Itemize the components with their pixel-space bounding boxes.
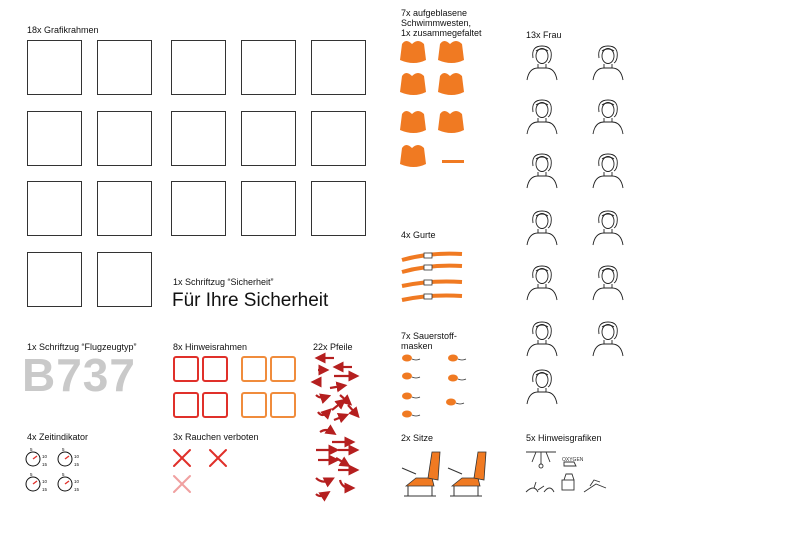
sitze-label: 2x Sitze (401, 433, 434, 443)
hinweisrahmen-orange (270, 356, 296, 382)
pfeile-label: 22x Pfeile (313, 342, 353, 352)
woman-icon (590, 264, 626, 304)
timer-tick-label: 15 (42, 487, 48, 492)
hinweisrahmen-red (202, 356, 228, 382)
grafikrahmen-frame (97, 181, 152, 236)
grafikrahmen-frame (311, 111, 366, 166)
grafikrahmen-frame (97, 111, 152, 166)
floor-lights-icon (526, 482, 554, 492)
arrow-icon (320, 430, 332, 432)
oxygen-mask-icon (402, 393, 420, 400)
woman-icon (524, 209, 560, 249)
arrow-icon (316, 494, 326, 496)
hinweisrahmen-red (202, 392, 228, 418)
grafikrahmen-frame (171, 111, 226, 166)
grafikrahmen-frame (171, 40, 226, 95)
timer-tick-label: 15 (74, 462, 80, 467)
schriftzug-flugzeugtyp-label: 1x Schriftzug “Flugzeugtyp” (27, 342, 137, 352)
grafikrahmen-frame (27, 111, 82, 166)
timer-tick-label: 10 (74, 454, 80, 459)
woman-icon (524, 98, 560, 138)
hint-graphics-group (524, 448, 614, 498)
arrow-icon (340, 395, 348, 402)
arrow-icon (332, 402, 342, 410)
rauchen-label: 3x Rauchen verboten (173, 432, 259, 442)
timer-tick-label: 5 (62, 472, 65, 477)
arrow-icon (348, 405, 356, 414)
woman-icon (590, 209, 626, 249)
hinweisrahmen-red (173, 392, 199, 418)
arrow-icon (334, 416, 344, 420)
woman-icon (590, 98, 626, 138)
grafikrahmen-frame (97, 252, 152, 307)
grafikrahmen-frame (311, 40, 366, 95)
seat-belt-icon (402, 253, 462, 260)
timer-icon (25, 447, 51, 469)
oxygen-mask-icon (402, 355, 420, 362)
timer-tick-label: 10 (74, 479, 80, 484)
grafikrahmen-frame (241, 40, 296, 95)
oxygen-mask-icon (446, 399, 464, 406)
arrow-icon (336, 458, 346, 464)
seat-icon (402, 452, 440, 496)
oxygen-mask-icon (402, 373, 420, 380)
woman-icon (524, 264, 560, 304)
timer-tick-label: 15 (74, 487, 80, 492)
timer-tick-label: 5 (62, 447, 65, 452)
life-vest-icon (400, 73, 426, 95)
arrow-icon (316, 478, 330, 482)
woman-icon (590, 320, 626, 360)
grafikrahmen-frame (241, 181, 296, 236)
life-vest-icon (438, 111, 464, 133)
arrow-icon (316, 395, 326, 398)
grafikrahmen-frame (27, 181, 82, 236)
grafikrahmen-frame (27, 252, 82, 307)
grafikrahmen-frame (27, 40, 82, 95)
arrow-icon (318, 412, 328, 415)
grafikrahmen-label: 18x Grafikrahmen (27, 25, 99, 35)
timer-icon (57, 447, 83, 469)
folded-life-vest-icon (442, 160, 464, 163)
life-vest-icon (438, 73, 464, 95)
hinweisrahmen-orange (241, 356, 267, 382)
seat-group (398, 446, 498, 501)
schriftzug-sicherheit-label: 1x Schriftzug “Sicherheit” (173, 277, 274, 287)
hinweisrahmen-orange (241, 392, 267, 418)
aircraft-type-text: B737 (22, 349, 136, 401)
woman-icon (590, 152, 626, 192)
grafikrahmen-frame (171, 181, 226, 236)
gurte-label: 4x Gurte (401, 230, 436, 240)
timer-icon (25, 472, 51, 494)
arrow-icon (330, 386, 342, 388)
sauerstoff-label: 7x Sauerstoff- masken (401, 331, 457, 351)
belt-group (400, 246, 470, 306)
seat-belt-icon (402, 280, 462, 286)
no-smoking-icon (174, 450, 190, 466)
zeitindikator-label: 4x Zeitindikator (27, 432, 89, 442)
hinweisgrafiken-label: 5x Hinweisgrafiken (526, 433, 602, 443)
arrows-group (308, 350, 368, 510)
no-smoking-group (170, 446, 240, 496)
grafikrahmen-frame (311, 181, 366, 236)
frau-label: 13x Frau (526, 30, 562, 40)
no-smoking-icon (174, 476, 190, 492)
life-vest-icon (400, 145, 426, 167)
oxygen-mask-icon (448, 355, 466, 362)
woman-icon (590, 44, 626, 84)
arrow-icon (340, 480, 350, 488)
grafikrahmen-frame (241, 111, 296, 166)
seat-belt-icon (402, 265, 462, 272)
woman-icon (524, 152, 560, 192)
hinweisrahmen-label: 8x Hinweisrahmen (173, 342, 248, 352)
timer-tick-label: 15 (42, 462, 48, 467)
timer-icon (57, 472, 83, 494)
hands-icon (562, 474, 574, 490)
ceiling-mask-drop-icon (526, 452, 556, 468)
timer-tick-label: 10 (42, 454, 48, 459)
woman-icon (524, 368, 560, 408)
life-vest-icon (400, 111, 426, 133)
life-vest-icon (400, 41, 426, 63)
sicherheit-heading: Für Ihre Sicherheit (172, 290, 329, 311)
oxygen-mask-icon (402, 411, 420, 418)
schwimmwesten-label: 7x aufgeblasene Schwimmwesten, 1x zusammegefaltet (401, 8, 482, 38)
hinweisrahmen-red (173, 356, 199, 382)
no-smoking-icon (210, 450, 226, 466)
woman-icon (524, 44, 560, 84)
grafikrahmen-frame (97, 40, 152, 95)
timer-tick-label: 10 (42, 479, 48, 484)
timer-tick-label: 5 (30, 472, 33, 477)
seat-icon (448, 452, 486, 496)
life-vest-icon (438, 41, 464, 63)
brace-position-icon (584, 480, 606, 492)
woman-icon (524, 320, 560, 360)
seat-belt-icon (402, 294, 462, 300)
hinweisrahmen-orange (270, 392, 296, 418)
oxygen-text: OXYGEN (562, 457, 584, 463)
oxygen-mask-icon (448, 375, 466, 382)
timer-tick-label: 5 (30, 447, 33, 452)
